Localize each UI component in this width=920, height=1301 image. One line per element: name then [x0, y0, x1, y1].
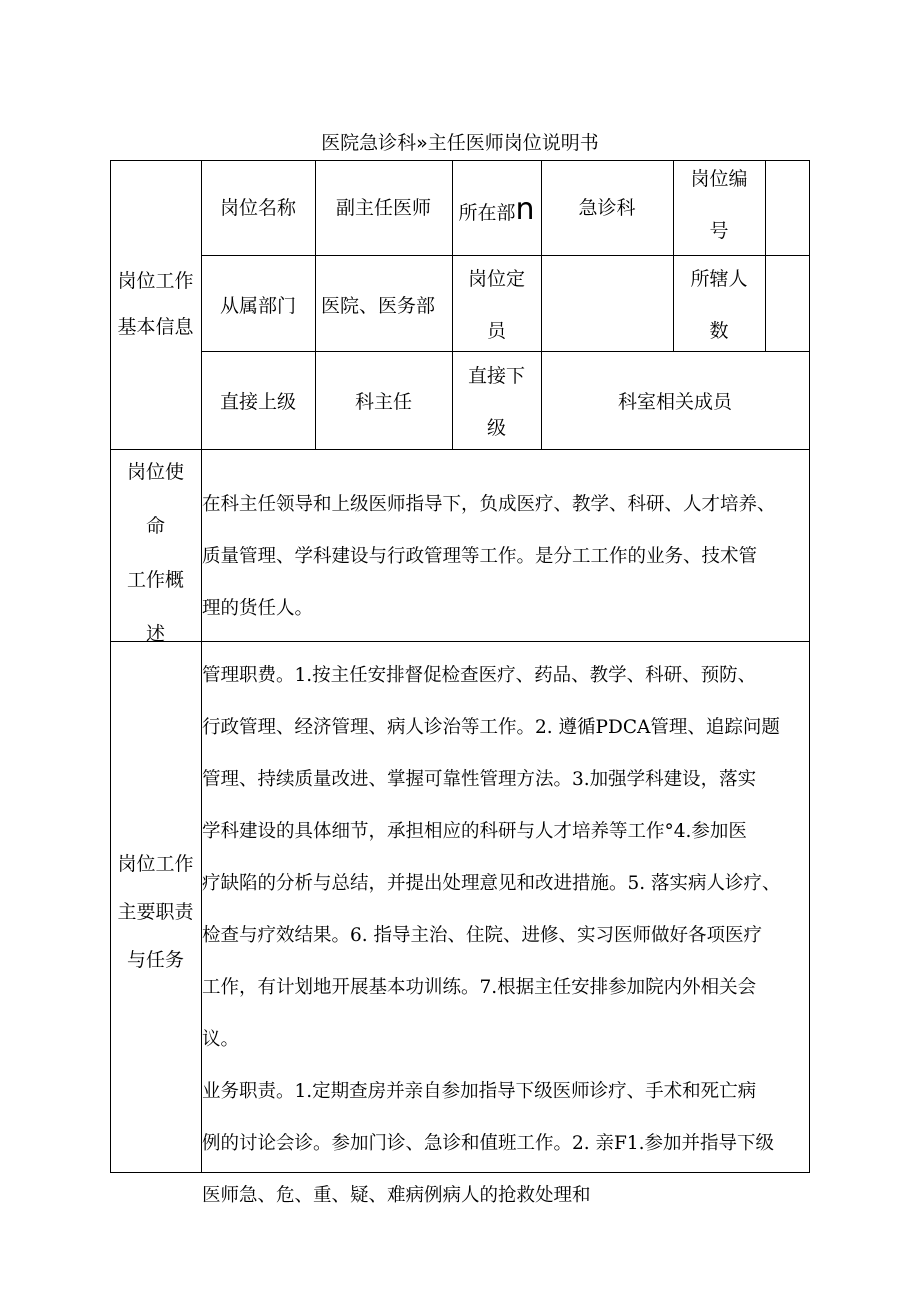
label-line: 述	[145, 623, 165, 645]
duties-text	[202, 650, 814, 1222]
text-line: 学科建设的具体细节，承担相应的科研与人才培养等工作°4.参加医	[202, 821, 747, 842]
mission-text	[202, 479, 814, 635]
label-line: 直接下	[467, 365, 525, 387]
text-line: 例的讨论会诊。参加门诊、急诊和值班工作。2. 亲F1.参加并指导下级	[202, 1133, 775, 1154]
post-no-label	[673, 153, 765, 257]
post-name-value: 副主任医师	[335, 197, 431, 219]
label-line: 号	[709, 220, 729, 242]
text-line: 在科主任领导和上级医师指导下，负成医疗、教学、科研、人才培养、	[202, 494, 776, 515]
text-line: 行政管理、经济管理、病人诊治等工作。2. 遵循PDCA管理、追踪问题	[202, 717, 780, 738]
direct-superior-value: 科主任	[354, 391, 412, 413]
duties-section-label	[110, 840, 201, 984]
label-line: 岗位工作	[117, 270, 194, 292]
text-line: 管理、持续质量改进、掌握可靠性管理方法。3.加强学科建设，落实	[202, 769, 757, 790]
text-line: 业务职责。1.定期查房并亲自参加指导下级医师诊疗、手术和死亡病	[202, 1081, 757, 1102]
label-line: 岗位使	[126, 461, 184, 483]
direct-subordinate-value: 科室相关成员	[617, 391, 732, 413]
text-line: 检查与疗效结果。6. 指导主治、住院、进修、实习医师做好各项医疗	[202, 925, 763, 946]
dept-label-tail: n	[515, 192, 535, 227]
text-line: 质量管理、学科建设与行政管理等工作。是分工工作的业务、技术管	[202, 546, 758, 567]
label-line: 基本信息	[117, 316, 194, 338]
label-line: 与任务	[126, 949, 184, 971]
staff-count-label	[673, 253, 765, 357]
label-line: 岗位定	[467, 268, 525, 290]
label-line: 命	[145, 515, 165, 537]
label-line: 工作概	[126, 569, 184, 591]
column-divider	[765, 160, 766, 351]
label-line: 岗位编	[690, 168, 748, 190]
text-line: 管理职费。1.按主任安排督促检查医疗、药品、教学、科研、预防、	[202, 665, 757, 686]
text-line: 理的货任人。	[202, 598, 314, 619]
affiliated-dept-value: 医院、医务部	[320, 295, 435, 317]
text-line: 议。	[202, 1029, 240, 1050]
label-line: 所辖人	[690, 268, 748, 290]
direct-subordinate-label	[452, 350, 541, 454]
text-line: 工作，有计划地开展基本功训练。7.根据主任安排参加院内外相关会	[202, 977, 757, 998]
label-line: 员	[486, 320, 506, 342]
job-description-table	[110, 160, 810, 1206]
basic-info-section-label	[110, 258, 201, 350]
label-line: 级	[486, 417, 506, 439]
dept-label	[452, 182, 541, 241]
mission-section-label	[110, 445, 201, 661]
label-line: 主要职责	[117, 901, 194, 923]
text-line: 疗缺陷的分析与总结，并提出处理意见和改进措施。5. 落实病人诊疗、	[202, 873, 781, 894]
document-title: 医院急诊科»主任医师岗位说明书	[321, 132, 599, 154]
direct-superior-label: 直接上级	[219, 391, 296, 413]
dept-label-text: 所在部	[458, 202, 516, 224]
section-divider	[110, 641, 810, 642]
label-line: 岗位工作	[117, 853, 194, 875]
dept-value: 急诊科	[578, 197, 636, 219]
label-line: 数	[709, 320, 729, 342]
text-line: 医师急、危、重、疑、难病例病人的抢救处理和	[202, 1185, 591, 1206]
post-quota-label	[452, 253, 541, 357]
affiliated-dept-label: 从属部门	[219, 295, 296, 317]
post-name-label: 岗位名称	[219, 197, 296, 219]
